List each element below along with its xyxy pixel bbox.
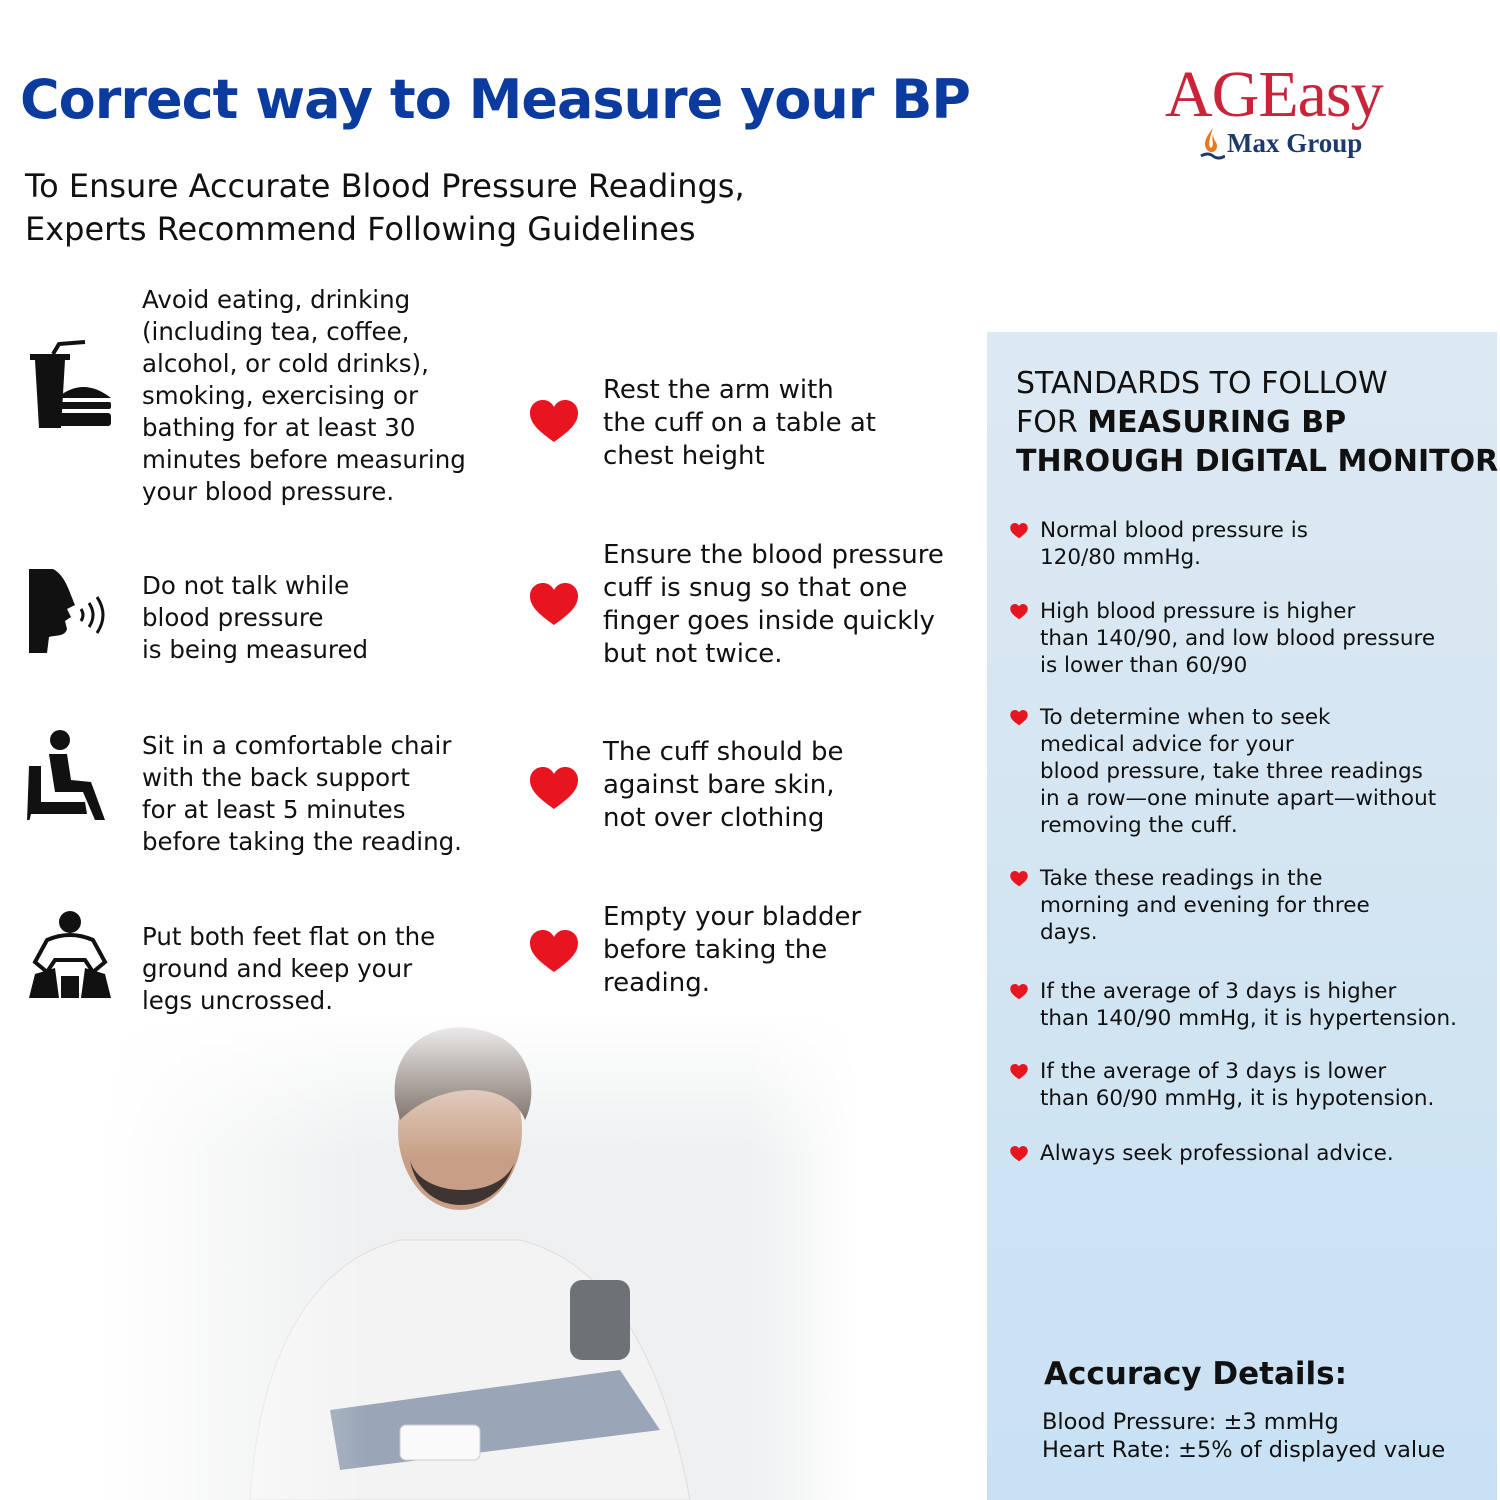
guideline-rest-arm: Rest the arm with the cuff on a table at chest height [603,375,876,471]
accuracy-heart-rate: Heart Rate: ±5% of displayed value [1042,1437,1446,1463]
guideline-feet-flat: Put both feet flat on the ground and keep your legs uncrossed. [142,922,436,1015]
accuracy-bp: Blood Pressure: ±3 mmHg [1042,1409,1339,1435]
heart-bullet-icon [1010,1064,1028,1080]
logo-sub-row [1165,128,1435,159]
page-title: Correct way to Measure your BP [20,68,970,131]
page-subtitle: To Ensure Accurate Blood Pressure Readings, Experts Recommend Following Guidelines [25,167,745,248]
heading-bold: MEASURING BP THROUGH DIGITAL MONITOR [1016,405,1499,479]
heart-bullet-icon [1010,604,1028,620]
guideline-no-talking: Do not talk while blood pressure is being measured [142,571,369,664]
heart-icon [530,400,578,444]
guideline-cuff-snug: Ensure the blood pressure cuff is snug so that one finger goes inside quickly but not twice. [603,540,944,669]
feet-flat-icon [25,910,115,1000]
guideline-sit-chair: Sit in a comfortable chair with the back support for at least 5 minutes before taking the reading. [142,731,462,856]
sitting-chair-icon [25,730,115,820]
standards-item-text: Always seek professional advice. [1040,1141,1394,1166]
guideline-bare-skin: The cuff should be against bare skin, not over clothing [603,737,844,833]
heart-bullet-icon [1010,523,1028,539]
heading-plain: STANDARDS TO FOLLOW FOR [1016,366,1388,440]
logo [1165,58,1435,182]
heart-bullet-icon [1010,1146,1028,1162]
standards-item-text: Normal blood pressure is 120/80 mmHg. [1040,518,1308,570]
no-talking-icon [25,565,115,655]
logo-main: AGEasy [1165,58,1383,131]
standards-item-text: If the average of 3 days is higher than 140/90 mmHg, it is hypertension. [1040,979,1457,1031]
guideline-empty-bladder: Empty your bladder before taking the reading. [603,902,862,998]
heart-bullet-icon [1010,710,1028,726]
heart-bullet-icon [1010,984,1028,1000]
food-drink-icon [25,340,115,430]
heart-icon [530,767,578,811]
accuracy-title: Accuracy Details: [1044,1356,1347,1392]
logo-sub: Max Group [1227,128,1363,158]
guideline-avoid-eating: Avoid eating, drinking (including tea, coffee, alcohol, or cold drinks), smoking, exercising or bathing for at least 30 minutes before measuring your blood pressure. [142,285,466,506]
standards-item-text: Take these readings in the morning and evening for three days. [1040,866,1370,945]
heart-bullet-icon [1010,871,1028,887]
heart-icon [530,583,578,627]
standards-item-text: To determine when to seek medical advice for your blood pressure, take three readings in a row—one minute apart—without removing the cuff. [1040,705,1437,838]
standards-heading [1016,364,1498,481]
standards-item-text: If the average of 3 days is lower than 60/90 mmHg, it is hypotension. [1040,1059,1435,1111]
heart-icon [530,930,578,974]
flame-icon [1199,126,1225,162]
man-measuring-bp-photo [100,1010,860,1500]
standards-item-text: High blood pressure is higher than 140/90, and low blood pressure is lower than 60/90 [1040,599,1436,678]
